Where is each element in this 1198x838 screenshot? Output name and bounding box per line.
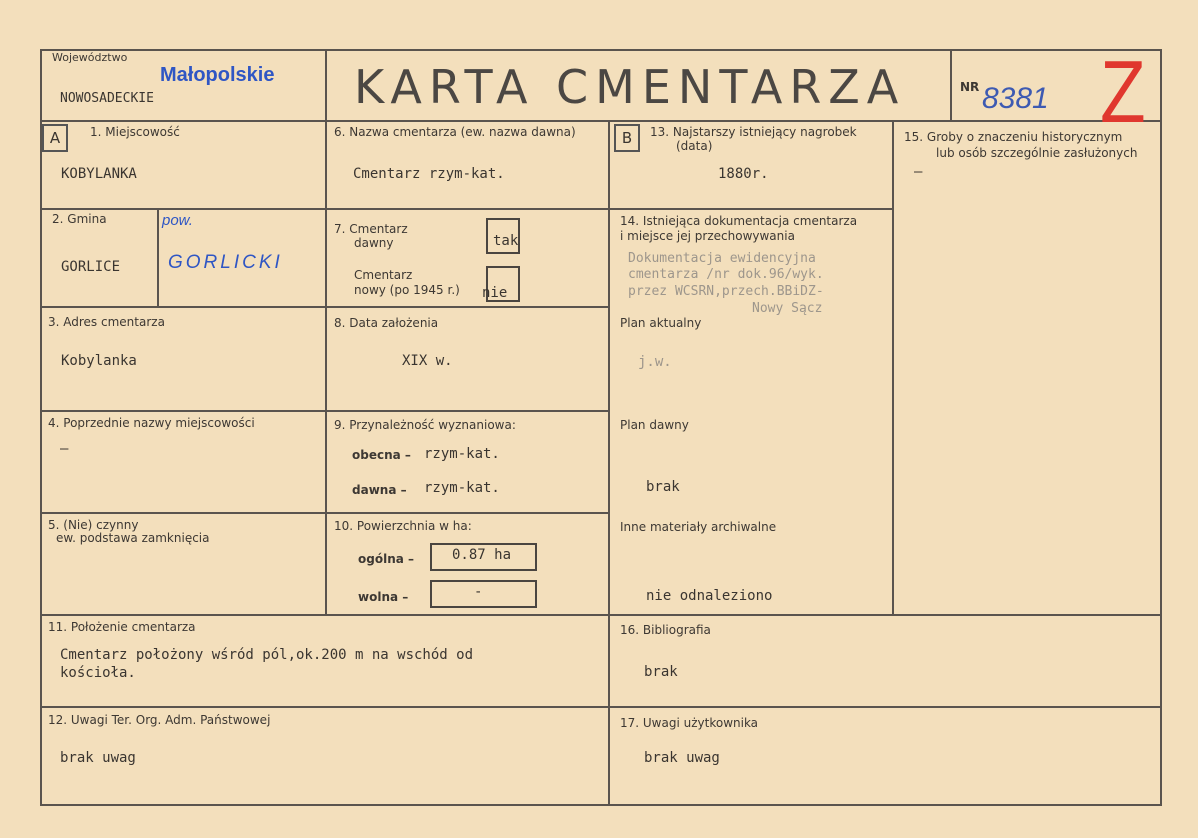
inne-materialy-label: Inne materiały archiwalne — [620, 520, 777, 534]
header-divider-2 — [950, 49, 952, 121]
field-11-line-2: kościoła. — [60, 665, 136, 681]
field-15-label-1: 15. Groby o znaczeniu historycznym — [904, 130, 1123, 144]
field-14-doc-line-1: Dokumentacja ewidencyjna — [628, 251, 816, 266]
row-line-full-2 — [40, 706, 1162, 708]
plan-aktualny-value: j.w. — [638, 354, 672, 370]
category-mark: Z — [1100, 42, 1146, 141]
field-7-nowy-label-2: nowy (po 1945 r.) — [354, 283, 460, 297]
field-9-dawna-label: dawna – — [352, 483, 407, 497]
nr-label: NR — [960, 80, 980, 94]
field-10-wolna-label: wolna – — [358, 590, 409, 604]
field-16-label: 16. Bibliografia — [620, 623, 711, 637]
plan-dawny-value: brak — [646, 479, 680, 495]
row-line-a4 — [40, 512, 326, 514]
field-7-nowy-value: nie — [482, 285, 508, 301]
field-2-value: GORLICE — [61, 259, 121, 275]
nr-value: 8381 — [982, 82, 1049, 115]
field-16-value: brak — [644, 664, 678, 680]
field-12-value: brak uwag — [60, 750, 136, 766]
frame-top — [40, 49, 1162, 51]
field-17-label: 17. Uwagi użytkownika — [620, 716, 759, 730]
card-title: KARTA CMENTARZA — [354, 60, 906, 114]
row-line-m3 — [325, 410, 610, 412]
field-6-value: Cmentarz rzym-kat. — [353, 166, 505, 182]
field-13-label-1: 13. Najstarszy istniejący nagrobek — [650, 125, 857, 139]
row-line-full-1 — [40, 614, 1162, 616]
field-10-wolna-box — [430, 580, 537, 608]
plan-aktualny-label: Plan aktualny — [620, 316, 702, 330]
field-5-label-1: 5. (Nie) czynny — [48, 518, 139, 532]
field-8-value: XIX w. — [402, 353, 453, 369]
row-line-a3 — [40, 410, 326, 412]
row-line-m2 — [325, 306, 610, 308]
field-2-label: 2. Gmina — [52, 212, 107, 226]
field-11-line-1: Cmentarz położony wśród pól,ok.200 m na wschód od — [60, 647, 474, 663]
field-10-ogolna-label: ogólna – — [358, 552, 415, 566]
field-9-obecna-value: rzym-kat. — [424, 446, 500, 462]
field-14-doc-line-3: przez WCSRN,przech.BBiDZ- — [628, 284, 824, 299]
wojewodztwo-old: NOWOSADECKIE — [60, 91, 154, 106]
frame-left — [40, 49, 42, 806]
section-b-marker: B — [614, 124, 640, 152]
field-12-label: 12. Uwagi Ter. Org. Adm. Państwowej — [48, 713, 271, 727]
field-1-value: KOBYLANKA — [61, 166, 137, 182]
col-divider-3 — [892, 120, 894, 614]
gmina-divider — [157, 208, 159, 306]
header-divider-1 — [325, 49, 327, 121]
field-14-doc-line-4: Nowy Sącz — [752, 301, 823, 316]
field-7-dawny-value: tak — [493, 233, 519, 249]
field-14-label-1: 14. Istniejąca dokumentacja cmentarza — [620, 214, 858, 228]
field-14-label-2: i miejsce jej przechowywania — [620, 229, 795, 243]
field-5-label-2: ew. podstawa zamknięcia — [56, 531, 210, 545]
wojewodztwo-stamp: Małopolskie — [160, 64, 275, 86]
field-13-label-2: (data) — [676, 139, 713, 153]
field-8-label: 8. Data założenia — [334, 316, 439, 330]
field-10-label: 10. Powierzchnia w ha: — [334, 519, 472, 533]
field-14-doc-line-2: cmentarza /nr dok.96/wyk. — [628, 267, 824, 282]
field-11-label: 11. Położenie cmentarza — [48, 620, 196, 634]
field-3-label: 3. Adres cmentarza — [48, 315, 165, 329]
field-1-label: 1. Miejscowość — [90, 125, 180, 139]
field-7-dawny-label-2: dawny — [354, 236, 394, 250]
col-divider-1 — [325, 120, 327, 614]
field-17-value: brak uwag — [644, 750, 720, 766]
field-10-ogolna-value: 0.87 ha — [452, 547, 512, 563]
field-7-nowy-label-1: Cmentarz — [354, 268, 413, 282]
field-9-dawna-value: rzym-kat. — [424, 480, 500, 496]
field-15-value: — — [914, 164, 923, 180]
field-2-pow-label: pow. — [162, 212, 193, 229]
field-13-value: 1880r. — [718, 166, 769, 182]
field-6-label: 6. Nazwa cmentarza (ew. nazwa dawna) — [334, 125, 576, 139]
field-4-value: — — [60, 441, 69, 457]
field-9-label: 9. Przynależność wyznaniowa: — [334, 418, 516, 432]
field-15-label-2: lub osób szczególnie zasłużonych — [936, 146, 1138, 160]
field-4-label: 4. Poprzednie nazwy miejscowości — [48, 416, 255, 430]
section-a-marker: A — [42, 124, 68, 152]
row-line-a1 — [40, 208, 326, 210]
frame-right — [1160, 49, 1162, 806]
frame-bottom — [40, 804, 1160, 806]
row-line-a2 — [40, 306, 326, 308]
row-line-m4 — [325, 512, 610, 514]
field-10-wolna-value: - — [474, 584, 483, 600]
field-3-value: Kobylanka — [61, 353, 137, 369]
header-bottom-line — [40, 120, 1162, 122]
plan-dawny-label: Plan dawny — [620, 418, 689, 432]
field-9-obecna-label: obecna – — [352, 448, 411, 462]
col-divider-2 — [608, 120, 610, 806]
wojewodztwo-label: Województwo — [52, 51, 128, 64]
field-7-dawny-label-1: 7. Cmentarz — [334, 222, 408, 236]
row-line-m1 — [325, 208, 610, 210]
inne-materialy-value: nie odnaleziono — [646, 588, 773, 604]
row-line-b1 — [608, 208, 894, 210]
field-2-pow-value: GORLICKI — [168, 252, 283, 273]
